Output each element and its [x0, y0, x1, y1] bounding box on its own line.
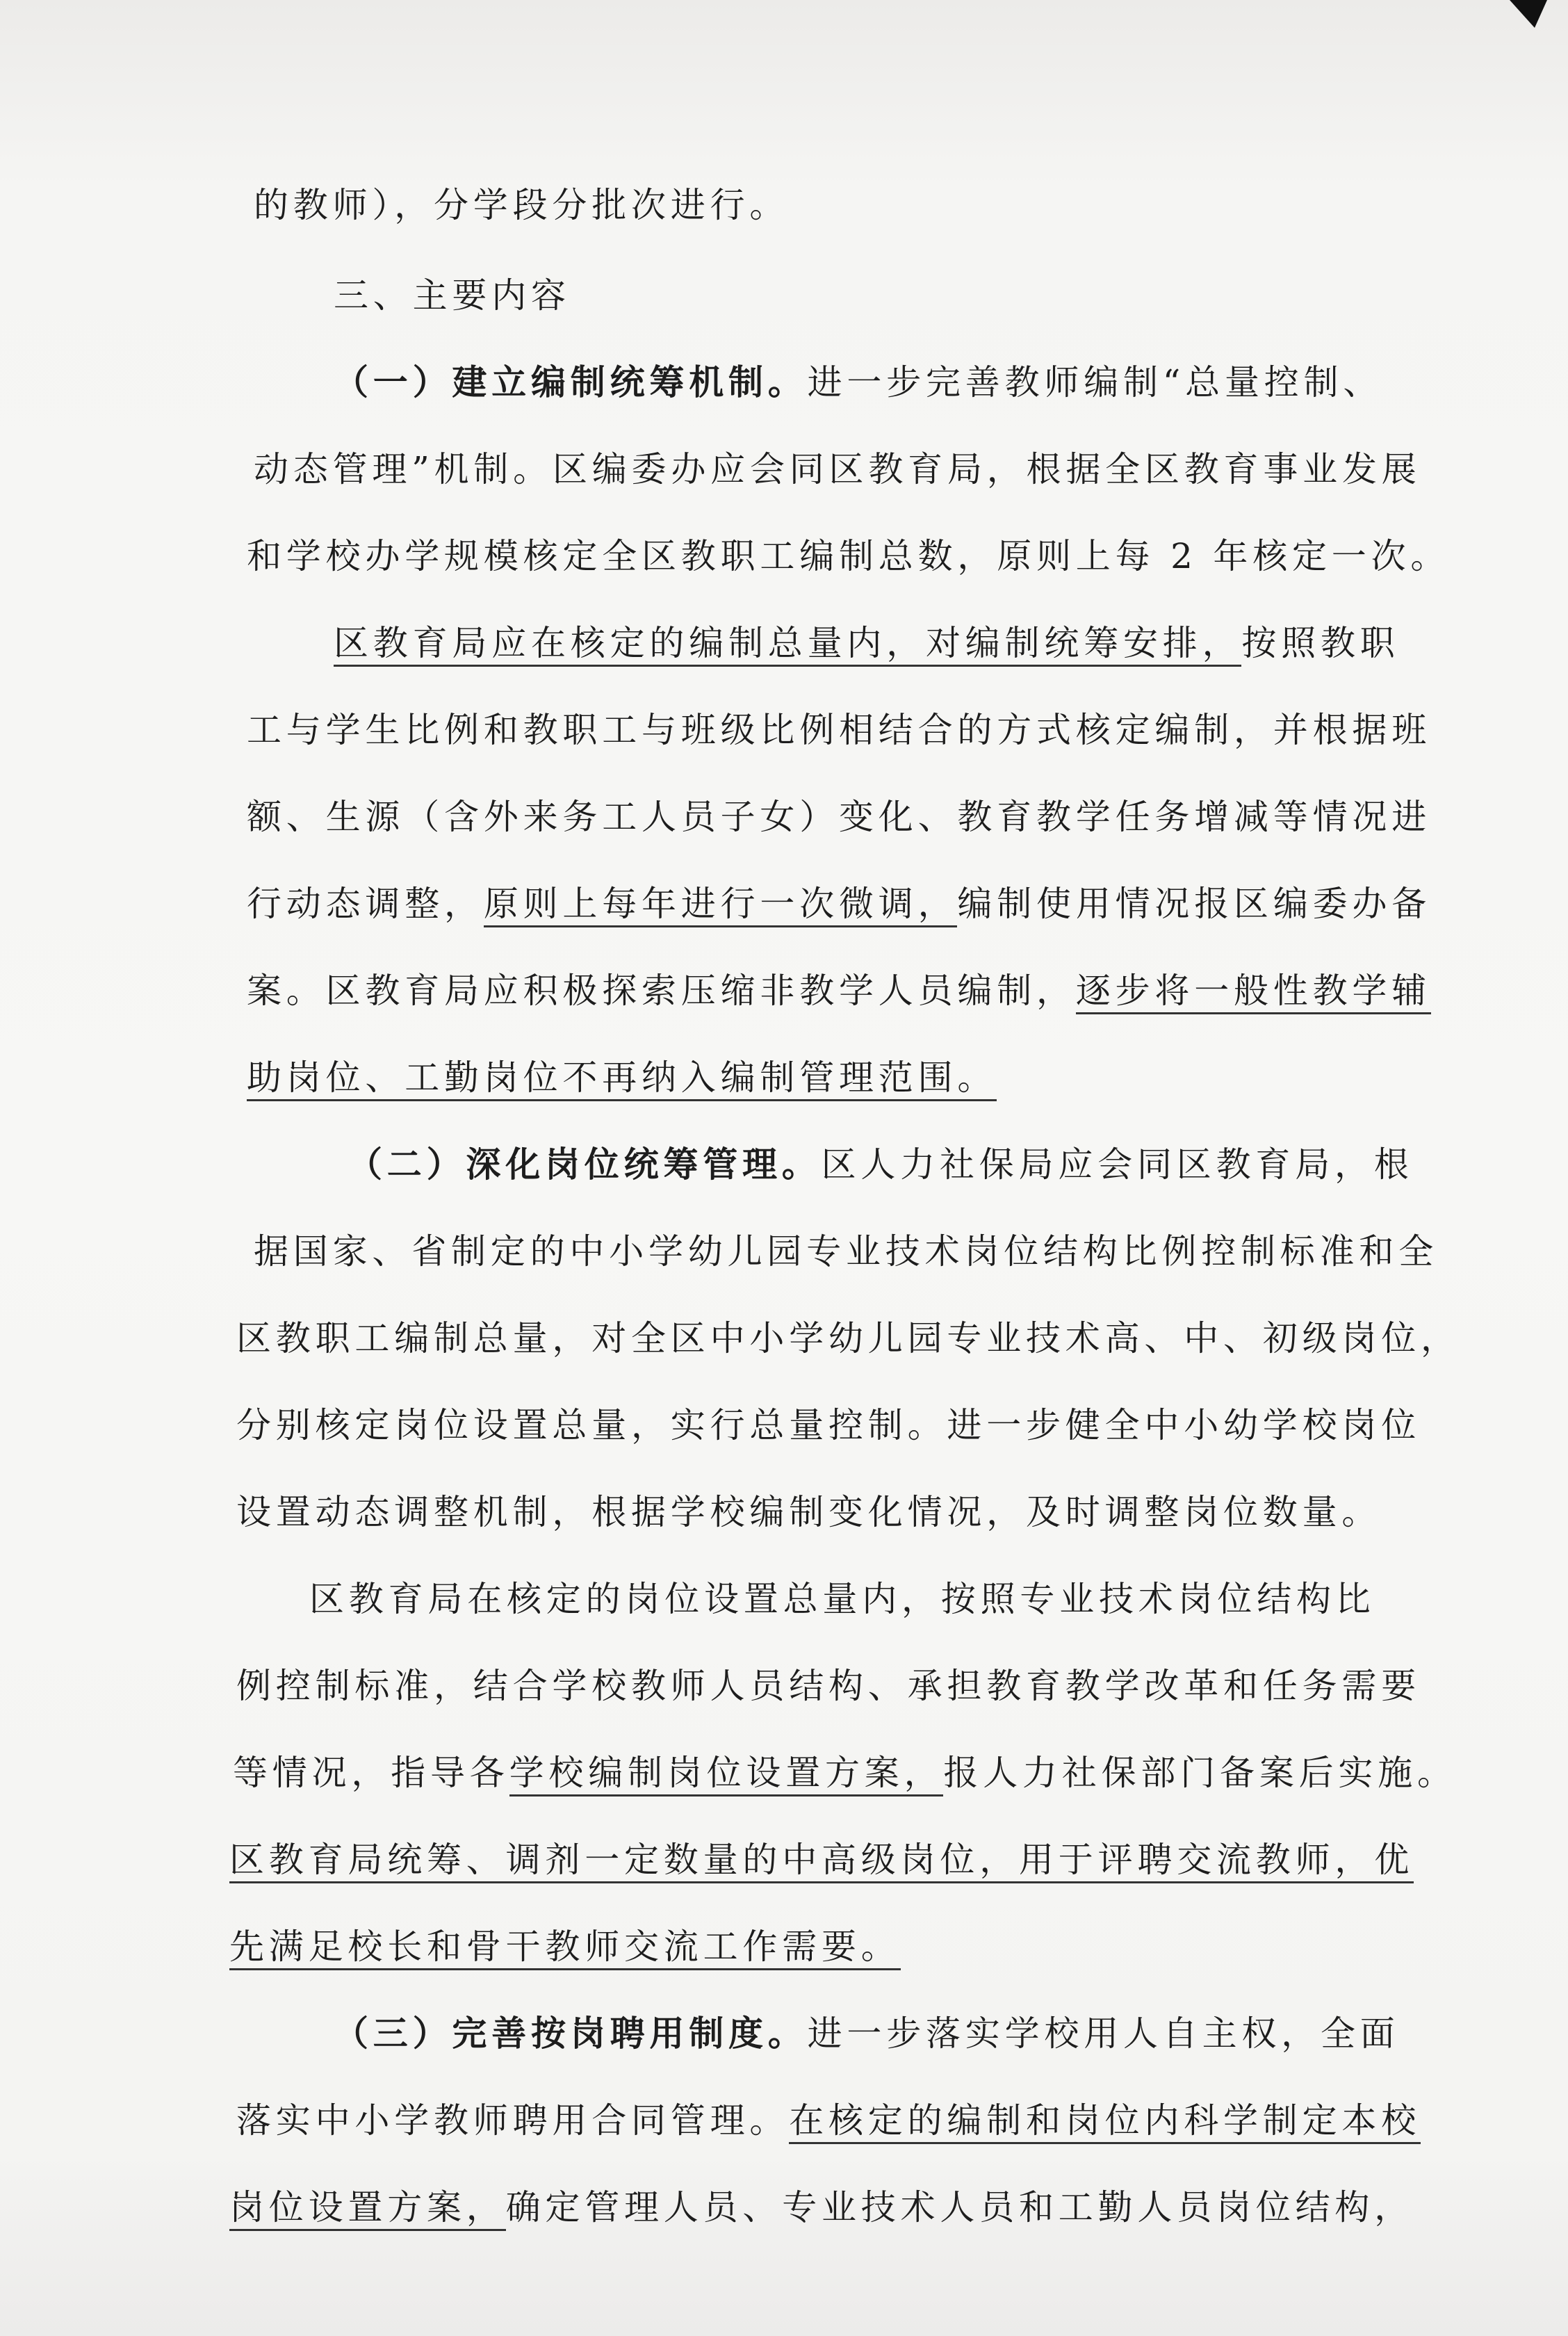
text-line	[247, 970, 1431, 1012]
section-heading: （二）深化岗位统筹管理。	[348, 1144, 822, 1185]
text-line	[254, 448, 1421, 490]
body-text: 进一步完善教师编制“总量控制、	[807, 362, 1383, 403]
section-heading: （三）完善按岗聘用制度。	[334, 2013, 808, 2054]
body-text: 分别核定岗位设置总量，实行总量控制。进一步健全中小幼学校岗位	[236, 1405, 1421, 1445]
text-line	[334, 622, 1400, 664]
text-line	[334, 275, 571, 316]
text-line	[348, 1144, 1414, 1185]
underlined-text: 区教育局统筹、调剂一定数量的中高级岗位，用于评聘交流教师，优	[229, 1840, 1414, 1883]
section-heading: （一）建立编制统筹机制。	[334, 362, 808, 403]
body-text: 工与学生比例和教职工与班级比例相结合的方式核定编制，并根据班	[247, 710, 1431, 750]
underlined-text: 逐步将一般性教学辅	[1076, 971, 1431, 1014]
body-text: 区人力社保局应会同区教育局，根	[821, 1144, 1414, 1185]
text-line	[236, 1665, 1421, 1707]
body-text: 确定管理人员、专业技术人员和工勤人员岗位结构，	[505, 2187, 1414, 2228]
body-text: 按照教职	[1241, 623, 1400, 663]
body-text: 三、主要内容	[334, 275, 571, 316]
underlined-text: 先满足校长和骨干教师交流工作需要。	[229, 1927, 901, 1970]
text-line	[309, 1578, 1375, 1620]
body-text: 动态管理”机制。区编委办应会同区教育局，根据全区教育事业发展	[254, 449, 1421, 489]
body-text: 区教育局在核定的岗位设置总量内，按照专业技术岗位结构比	[309, 1579, 1375, 1619]
body-text: 行动态调整，	[247, 884, 484, 924]
body-text: 报人力社保部门备案后实施。	[943, 1753, 1457, 1793]
text-line	[229, 1839, 1414, 1881]
underlined-text: 助岗位、工勤岗位不再纳入编制管理范围。	[247, 1057, 997, 1101]
body-text: 编制使用情况报区编委办备	[957, 884, 1432, 924]
text-line	[229, 1926, 901, 1968]
body-text: 据国家、省制定的中小学幼儿园专业技术岗位结构比例控制标准和全	[254, 1231, 1438, 1272]
text-line	[247, 883, 1431, 925]
text-line	[254, 1231, 1438, 1272]
body-text: 的教师），分学段分批次进行。	[254, 185, 790, 225]
body-text: 和学校办学规模核定全区教职工编制总数，原则上每 2 年核定一次。	[247, 536, 1451, 576]
text-line	[233, 1752, 1457, 1794]
body-text: 落实中小学教师聘用合同管理。	[236, 2100, 790, 2141]
text-line	[247, 796, 1431, 838]
underlined-text: 学校编制岗位设置方案，	[509, 1753, 944, 1796]
text-line	[236, 1317, 1460, 1359]
text-line	[247, 709, 1431, 751]
body-text: 案。区教育局应积极探索压缩非教学人员编制，	[247, 971, 1076, 1011]
text-line	[334, 2013, 1400, 2054]
page-corner-shadow	[1505, 0, 1547, 28]
body-text: 区教职工编制总量，对全区中小学幼儿园专业技术高、中、初级岗位，	[236, 1318, 1460, 1358]
body-text: 进一步落实学校用人自主权，全面	[807, 2013, 1400, 2054]
body-text: 设置动态调整机制，根据学校编制变化情况，及时调整岗位数量。	[236, 1492, 1382, 1532]
underlined-text: 原则上每年进行一次微调，	[484, 884, 958, 927]
text-line	[247, 1057, 997, 1098]
text-line	[236, 1404, 1421, 1446]
text-line	[247, 535, 1450, 577]
text-line	[254, 184, 789, 226]
text-line	[236, 1491, 1381, 1533]
underlined-text: 岗位设置方案，	[229, 2187, 506, 2231]
body-text: 等情况，指导各	[233, 1753, 509, 1793]
text-line	[229, 2187, 1414, 2228]
body-text: 额、生源（含外来务工人员子女）变化、教育教学任务增减等情况进	[247, 797, 1431, 837]
text-line	[334, 362, 1382, 403]
underlined-text: 区教育局应在核定的编制总量内，对编制统筹安排，	[334, 623, 1241, 667]
body-text: 例控制标准，结合学校教师人员结构、承担教育教学改革和任务需要	[236, 1666, 1421, 1706]
underlined-text: 在核定的编制和岗位内科学制定本校	[789, 2100, 1421, 2144]
text-line	[236, 2100, 1421, 2141]
